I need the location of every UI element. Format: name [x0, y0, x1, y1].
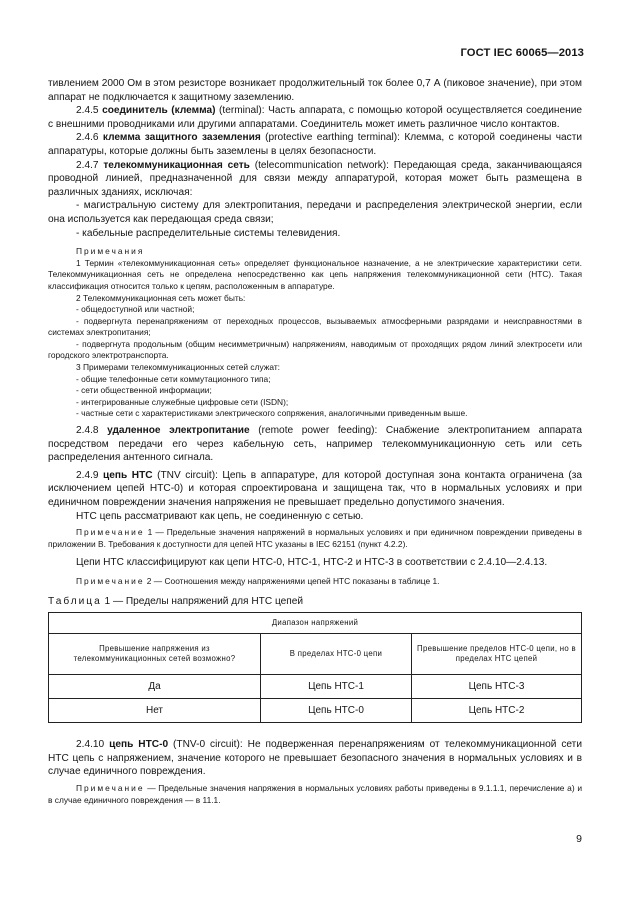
- column-header: Превышение напряжения из телекоммуникационных сетей возможно?: [49, 634, 261, 675]
- clause-number: 2.4.7: [76, 159, 104, 171]
- table-cell: Цепь НТС-3: [412, 675, 582, 699]
- table-cell: Цепь НТС-1: [261, 675, 412, 699]
- voltage-limits-table: [48, 612, 582, 723]
- table-row: [49, 675, 582, 699]
- table-row: [49, 699, 582, 723]
- paragraph: НТС цепь рассматривают как цепь, не соединенную с сетью.: [76, 510, 364, 522]
- column-header: В пределах НТС-0 цепи: [261, 634, 412, 675]
- clause-2-4-7: [48, 159, 582, 200]
- clause-text: (telecommunication network): Передающая среда, заканчивающаяся проводной линией, предназначенной для связи между аппаратурой, которая может быть размещена в различных зданиях, исключая:: [48, 159, 582, 198]
- clause-text: (protective earthing terminal): Клемма, с которой соединены части аппаратуры, которые должны быть заземлены в целях безопасности.: [48, 132, 582, 157]
- page-content: [48, 77, 582, 806]
- note: [48, 783, 582, 806]
- clause-2-4-9: [48, 469, 582, 510]
- clause-term: телекоммуникационная сеть: [103, 159, 250, 171]
- note-line: 3 Примерами телекоммуникационных сетей служат:: [76, 362, 281, 373]
- clause-number: 2.4.6: [76, 132, 103, 144]
- note-line: - сети общественной информации;: [76, 385, 212, 396]
- note-line: - подвергнута продольным (общим несимметричным) напряжениям, наводимым от проходящих рядом линий электросети или городского электротранспорта.: [48, 338, 582, 361]
- clause-2-4-5: [48, 104, 582, 131]
- clause-number: 2.4.10: [76, 739, 110, 751]
- note-label: Примечание: [76, 782, 145, 793]
- column-header: Превышение пределов НТС-0 цепи, но в пределах НТС цепей: [412, 634, 582, 675]
- clause-term: клемма защитного заземления: [102, 132, 261, 144]
- table-cell: Нет: [49, 699, 261, 723]
- note-line: - частные сети с характеристиками электрического сопряжения, аналогичными приведенным выше.: [76, 408, 468, 419]
- notes-title: Примечания: [76, 246, 145, 257]
- clause-number: 2.4.5: [76, 105, 103, 117]
- clause-text: (TNV circuit): Цепь в аппаратуре, для которой доступная зона контакта ограничена (за исключением цепей НТС-0) и которая спроектирована и защищена так, что в нормальных условиях и при единичном повреждении значения напряжения не превышает предельно допустимого значения.: [48, 469, 582, 508]
- table-caption-text: 1 — Пределы напряжений для НТС цепей: [101, 595, 304, 607]
- clause-2-4-6: [48, 131, 582, 158]
- note-2: [48, 576, 582, 588]
- note-text: — Предельные значения напряжения в нормальных условиях работы приведены в 9.1.1.1, перечисление а) и в случае единичного повреждения — в 11.1.: [48, 782, 582, 805]
- clause-term: цепь НТС: [103, 469, 153, 481]
- clause-text: (TNV-0 circuit): Не подверженная перенапряжениям от телекоммуникационной сети НТС цепь с напряжением, значение которого не превышает безопасного значения в нормальных условиях и в случае единичного повреждения.: [48, 739, 582, 778]
- table-cell: Цепь НТС-0: [261, 699, 412, 723]
- note-label: Примечание: [76, 575, 145, 586]
- clause-number: 2.4.9: [76, 469, 104, 481]
- table-caption-label: Таблица: [48, 595, 102, 607]
- table-cell: Да: [49, 675, 261, 699]
- standard-code-header: ГОСТ IEC 60065—2013: [460, 47, 584, 59]
- note-line: - интегрированные служебные цифровые сети (ISDN);: [76, 396, 289, 407]
- table-caption: [48, 595, 582, 609]
- intro-paragraph: тивлением 2000 Ом в этом резисторе возникает продолжительный ток более 0,7 А (пиковое значение), при этом аппарат не подключается к защитному заземлению.: [48, 78, 582, 103]
- clause-2-4-10: [48, 738, 582, 779]
- note-line: - подвергнута перенапряжениям от переходных процессов, вызываемых атмосферными разрядами и неисправностями в системах электропитания;: [48, 315, 582, 338]
- table-header-row: [49, 613, 582, 634]
- clause-term: цепь НТС-0: [109, 739, 169, 751]
- note-text: 2 — Соотношения между напряжениями цепей НТС показаны в таблице 1.: [144, 575, 440, 586]
- note-line: - общие телефонные сети коммутационного типа;: [76, 373, 271, 384]
- note-1: [48, 527, 582, 550]
- clause-term: удаленное электропитание: [107, 425, 250, 437]
- clause-text: (remote power feeding): Снабжение электропитанием аппарата посредством передачи его через кабельную сеть, например телекоммуникационную сеть или сеть распределения антенного сигнала.: [48, 425, 582, 464]
- paragraph: Цепи НТС классифицируют как цепи НТС-0, НТС-1, НТС-2 и НТС-3 в соответствии с 2.4.10—2.4.13.: [76, 557, 548, 569]
- range-header: Диапазон напряжений: [49, 613, 582, 634]
- clause-number: 2.4.8: [76, 425, 108, 437]
- table-header-row: [49, 634, 582, 675]
- note-line: 1 Термин «телекоммуникационная сеть» определяет функциональное назначение, а не электрические характеристики сети. Телекоммуникационная сеть не определена непосредственно как цепь напряжения телекоммуникационной сети (НТС). Такая классификация относится только к цепям, расположенным в аппаратуре.: [48, 257, 582, 291]
- notes-block: [48, 246, 582, 420]
- list-item: - магистральную систему для электропитания, передачи и распределения электрической энергии, если она используется как передающая среда связи;: [48, 200, 582, 225]
- table-cell: Цепь НТС-2: [412, 699, 582, 723]
- clause-term: соединитель (клемма): [102, 105, 216, 117]
- note-line: - общедоступной или частной;: [76, 304, 195, 315]
- note-label: Примечание: [76, 527, 145, 538]
- note-line: 2 Телекоммуникационная сеть может быть:: [76, 292, 246, 303]
- clause-text: (terminal): Часть аппарата, с помощью которой осуществляется соединение с внешними проводниками или другими аппаратами. Соединитель может иметь различное число контактов.: [48, 105, 582, 130]
- clause-2-4-8: [48, 424, 582, 465]
- list-item: - кабельные распределительные системы телевидения.: [76, 227, 341, 239]
- note-text: 1 — Предельные значения напряжений в нормальных условиях и при единичном повреждении приведены в приложении В. Требования к доступности для цепей НТС указаны в IEC 62151 (пункт 4.2.2).: [48, 527, 582, 549]
- page-number: 9: [576, 833, 582, 845]
